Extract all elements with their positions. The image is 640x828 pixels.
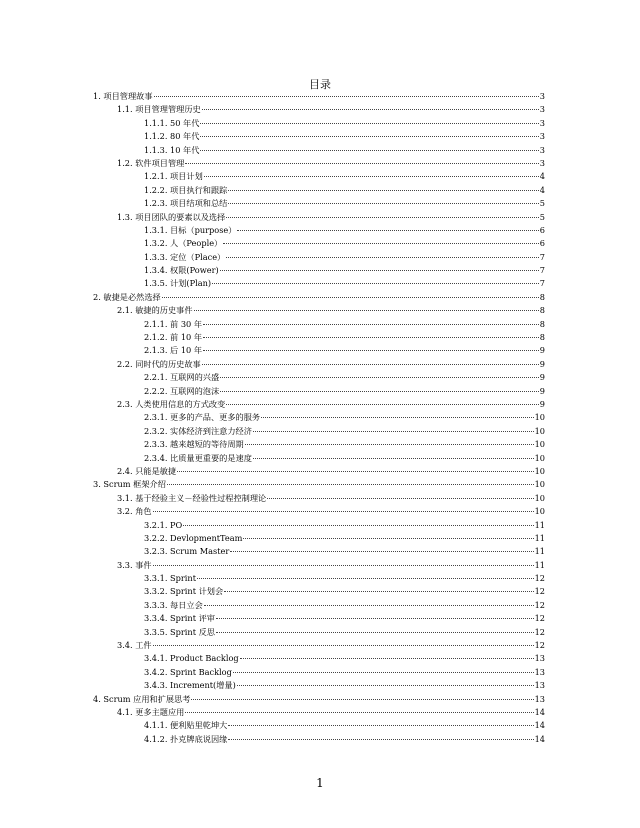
- toc-dot-leader: [267, 498, 533, 499]
- toc-entry-page: 14: [534, 720, 545, 731]
- toc-entry[interactable]: [93, 652, 545, 665]
- toc-entry-page: 10: [534, 452, 545, 463]
- toc-entry-page: 13: [534, 680, 545, 691]
- toc-entry-label: 3.3.5. Sprint 反思: [144, 626, 215, 637]
- toc-entry-label: 2.1.1. 前 30 年: [144, 318, 203, 329]
- toc-entry-page: 9: [539, 398, 545, 409]
- toc-entry[interactable]: [93, 264, 545, 277]
- toc-entry-page: 4: [539, 184, 545, 195]
- toc-dot-leader: [200, 150, 538, 151]
- toc-entry-page: 13: [534, 653, 545, 664]
- toc-entry-page: 10: [534, 506, 545, 517]
- toc-entry-label: 1.3.4. 权限(Power): [144, 265, 219, 276]
- toc-entry[interactable]: [93, 519, 545, 532]
- toc-entry-page: 3: [539, 144, 545, 155]
- toc-entry-label: 1.1.1. 50 年代: [144, 117, 200, 128]
- toc-entry-label: 3.3.1. Sprint: [144, 573, 196, 584]
- toc-dot-leader: [185, 163, 538, 164]
- toc-dot-leader: [228, 725, 533, 726]
- toc-entry-label: 3.4.2. Sprint Backlog: [144, 666, 232, 677]
- toc-dot-leader: [230, 551, 533, 552]
- toc-entry[interactable]: [93, 211, 545, 224]
- toc-entry[interactable]: [93, 666, 545, 679]
- toc-dot-leader: [228, 190, 538, 191]
- toc-entry[interactable]: [93, 545, 545, 558]
- toc-entry-label: 3.4.3. Increment(增量): [144, 680, 236, 691]
- toc-dot-leader: [197, 578, 534, 579]
- toc-entry-page: 6: [539, 238, 545, 249]
- toc-entry-page: 12: [534, 573, 545, 584]
- toc-dot-leader: [191, 699, 533, 700]
- toc-dot-leader: [203, 337, 539, 338]
- toc-entry-page: 14: [534, 706, 545, 717]
- toc-entry-page: 7: [539, 278, 545, 289]
- toc-entry-label: 1.2.1. 项目计划: [144, 171, 203, 182]
- toc-entry[interactable]: [93, 599, 545, 612]
- toc-dot-leader: [167, 484, 534, 485]
- toc-entry-label: 2.4. 只能是敏捷: [117, 465, 177, 476]
- toc-entry[interactable]: [93, 505, 545, 518]
- toc-dot-leader: [226, 404, 538, 405]
- toc-dot-leader: [185, 712, 533, 713]
- page-title: 目录: [309, 78, 331, 91]
- toc-entry-label: 1.3.2. 人（People）: [144, 238, 223, 249]
- toc-entry[interactable]: [93, 344, 545, 357]
- toc-entry-label: 2.3.2. 实体经济到注意力经济: [144, 425, 252, 436]
- toc-entry-page: 10: [534, 479, 545, 490]
- toc-entry-label: 1.3.3. 定位（Place）: [144, 251, 226, 262]
- toc-entry[interactable]: [93, 478, 545, 491]
- toc-dot-leader: [224, 591, 533, 592]
- toc-dot-leader: [153, 645, 534, 646]
- toc-dot-leader: [200, 136, 538, 137]
- toc-entry-label: 3.4. 工件: [117, 640, 152, 651]
- toc-entry-label: 3.1. 基于经验主义－经验性过程控制理论: [117, 492, 267, 503]
- toc-entry-label: 2.3. 人类使用信息的方式改变: [117, 398, 226, 409]
- toc-dot-leader: [202, 109, 539, 110]
- toc-dot-leader: [261, 417, 533, 418]
- toc-entry-page: 13: [534, 666, 545, 677]
- toc-entry[interactable]: [93, 371, 545, 384]
- toc-entry-page: 11: [534, 546, 545, 557]
- toc-dot-leader: [204, 176, 539, 177]
- toc-entry[interactable]: [93, 304, 545, 317]
- toc-dot-leader: [245, 444, 534, 445]
- toc-entry[interactable]: [93, 398, 545, 411]
- toc-entry-page: 11: [534, 519, 545, 530]
- toc-entry-label: 3.2.3. Scrum Master: [144, 546, 230, 557]
- toc-entry[interactable]: [93, 706, 545, 719]
- toc-entry[interactable]: [93, 224, 545, 237]
- toc-entry-label: 3.3.3. 每日立会: [144, 599, 203, 610]
- toc-entry[interactable]: [93, 90, 545, 103]
- toc-entry[interactable]: [93, 572, 545, 585]
- toc-entry[interactable]: [93, 411, 545, 424]
- toc-entry-page: 6: [539, 224, 545, 235]
- toc-entry[interactable]: [93, 733, 545, 746]
- toc-dot-leader: [233, 672, 534, 673]
- toc-entry-page: 13: [534, 693, 545, 704]
- toc-entry-page: 8: [539, 332, 545, 343]
- toc-dot-leader: [243, 538, 533, 539]
- toc-entry-page: 12: [534, 613, 545, 624]
- toc-entry-page: 12: [534, 599, 545, 610]
- toc-entry-label: 3. Scrum 框架介绍: [93, 479, 166, 490]
- toc-entry[interactable]: [93, 385, 545, 398]
- toc-entry-label: 4. Scrum 应用和扩展思考: [93, 693, 191, 704]
- toc-dot-leader: [204, 605, 534, 606]
- toc-entry-page: 5: [539, 198, 545, 209]
- toc-entry[interactable]: [93, 157, 545, 170]
- toc-entry-label: 3.2.2. DevlopmentTeam: [144, 532, 243, 543]
- page-number: 1: [316, 776, 324, 790]
- toc-entry-page: 8: [539, 318, 545, 329]
- toc-entry-label: 3.3.4. Sprint 评审: [144, 613, 215, 624]
- table-of-contents: [93, 90, 545, 746]
- toc-entry-page: 4: [539, 171, 545, 182]
- toc-entry-label: 1.1. 项目管理管理历史: [117, 104, 201, 115]
- toc-dot-leader: [154, 96, 539, 97]
- toc-dot-leader: [240, 658, 534, 659]
- toc-dot-leader: [220, 377, 539, 378]
- toc-entry[interactable]: [93, 612, 545, 625]
- toc-entry-page: 10: [534, 439, 545, 450]
- toc-entry-page: 5: [539, 211, 545, 222]
- toc-entry-page: 9: [539, 345, 545, 356]
- toc-entry-page: 9: [539, 358, 545, 369]
- toc-dot-leader: [226, 257, 539, 258]
- toc-dot-leader: [228, 739, 533, 740]
- toc-entry[interactable]: [93, 291, 545, 304]
- toc-dot-leader: [253, 458, 534, 459]
- toc-entry[interactable]: [93, 251, 545, 264]
- toc-entry-page: 3: [539, 104, 545, 115]
- toc-entry-label: 1.3.5. 计划(Plan): [144, 278, 212, 289]
- toc-entry-page: 3: [539, 91, 545, 101]
- toc-entry[interactable]: [93, 585, 545, 598]
- toc-dot-leader: [237, 230, 538, 231]
- toc-dot-leader: [226, 217, 538, 218]
- toc-dot-leader: [203, 350, 539, 351]
- toc-entry-page: 11: [534, 559, 545, 570]
- toc-entry[interactable]: [93, 639, 545, 652]
- toc-entry[interactable]: [93, 719, 545, 732]
- toc-entry-label: 2.2.2. 互联网的泡沫: [144, 385, 220, 396]
- toc-entry-page: 14: [534, 733, 545, 744]
- toc-entry[interactable]: [93, 331, 545, 344]
- toc-entry-label: 4.1.2. 扑克牌底说因缘: [144, 733, 228, 744]
- toc-dot-leader: [177, 471, 533, 472]
- toc-entry-page: 12: [534, 640, 545, 651]
- toc-entry-page: 7: [539, 265, 545, 276]
- toc-dot-leader: [162, 297, 539, 298]
- toc-dot-leader: [220, 391, 539, 392]
- toc-entry[interactable]: [93, 679, 545, 692]
- toc-dot-leader: [216, 618, 534, 619]
- toc-entry-label: 2.2.1. 互联网的兴盛: [144, 372, 220, 383]
- toc-entry-page: 12: [534, 626, 545, 637]
- toc-entry-page: 10: [534, 492, 545, 503]
- toc-entry-label: 2.1. 敏捷的历史事件: [117, 305, 193, 316]
- toc-entry[interactable]: [93, 452, 545, 465]
- toc-entry-page: 10: [534, 412, 545, 423]
- toc-entry[interactable]: [93, 559, 545, 572]
- toc-entry-label: 1.2.2. 项目执行和跟踪: [144, 184, 228, 195]
- toc-entry-page: 9: [539, 385, 545, 396]
- toc-entry-label: 2.3.4. 比质量更重要的是速度: [144, 452, 252, 463]
- toc-entry-label: 3.2. 角色: [117, 506, 152, 517]
- toc-entry-label: 1.2.3. 项目结项和总结: [144, 198, 228, 209]
- toc-entry-page: 8: [539, 291, 545, 302]
- toc-entry-label: 1.3.1. 目标（purpose）: [144, 224, 237, 235]
- toc-dot-leader: [203, 324, 539, 325]
- toc-dot-leader: [153, 511, 534, 512]
- toc-entry-label: 3.4.1. Product Backlog: [144, 653, 239, 664]
- toc-dot-leader: [228, 203, 538, 204]
- toc-entry-label: 2.3.1. 更多的产品、更多的服务: [144, 412, 261, 423]
- toc-entry[interactable]: [93, 532, 545, 545]
- toc-entry-label: 1.1.3. 10 年代: [144, 144, 200, 155]
- toc-entry[interactable]: [93, 425, 545, 438]
- toc-entry[interactable]: [93, 103, 545, 116]
- toc-entry-label: 1.1.2. 80 年代: [144, 131, 200, 142]
- toc-entry-label: 2.3.3. 越来越短的等待周期: [144, 439, 244, 450]
- toc-entry-label: 4.1. 更多主题应用: [117, 706, 185, 717]
- toc-entry-label: 2.1.3. 后 10 年: [144, 345, 203, 356]
- toc-entry-label: 4.1.1. 便利贴里乾坤大: [144, 720, 228, 731]
- toc-dot-leader: [223, 243, 539, 244]
- toc-dot-leader: [216, 632, 534, 633]
- toc-dot-leader: [183, 525, 533, 526]
- toc-entry-label: 1. 项目管理故事: [93, 91, 153, 101]
- toc-entry-page: 7: [539, 251, 545, 262]
- toc-dot-leader: [212, 283, 539, 284]
- toc-dot-leader: [153, 565, 534, 566]
- toc-dot-leader: [253, 431, 534, 432]
- toc-entry[interactable]: [93, 318, 545, 331]
- toc-entry-page: 12: [534, 586, 545, 597]
- toc-dot-leader: [200, 123, 538, 124]
- toc-entry[interactable]: [93, 170, 545, 183]
- toc-entry-page: 8: [539, 305, 545, 316]
- toc-entry-label: 1.2. 软件项目管理: [117, 157, 185, 168]
- toc-entry-page: 10: [534, 465, 545, 476]
- toc-entry[interactable]: [93, 465, 545, 478]
- toc-entry-label: 2. 敏捷是必然选择: [93, 291, 161, 302]
- toc-entry[interactable]: [93, 693, 545, 706]
- toc-dot-leader: [220, 270, 539, 271]
- toc-entry-page: 3: [539, 131, 545, 142]
- toc-entry-label: 2.1.2. 前 10 年: [144, 332, 203, 343]
- toc-dot-leader: [237, 685, 534, 686]
- toc-entry[interactable]: [93, 144, 545, 157]
- toc-entry[interactable]: [93, 117, 545, 130]
- toc-entry-page: 10: [534, 425, 545, 436]
- toc-entry-page: 3: [539, 117, 545, 128]
- toc-dot-leader: [194, 310, 539, 311]
- toc-entry-label: 3.2.1. PO: [144, 519, 183, 530]
- toc-entry-label: 1.3. 项目团队的要素以及选择: [117, 211, 226, 222]
- toc-dot-leader: [202, 364, 539, 365]
- toc-entry[interactable]: [93, 197, 545, 210]
- toc-entry-label: 3.3. 事件: [117, 559, 152, 570]
- toc-entry-page: 3: [539, 157, 545, 168]
- toc-entry[interactable]: [93, 626, 545, 639]
- toc-entry[interactable]: [93, 492, 545, 505]
- toc-entry[interactable]: [93, 358, 545, 371]
- toc-entry[interactable]: [93, 130, 545, 143]
- toc-entry[interactable]: [93, 438, 545, 451]
- toc-entry-label: 3.3.2. Sprint 计划会: [144, 586, 224, 597]
- toc-entry-label: 2.2. 同时代的历史故事: [117, 358, 201, 369]
- toc-entry[interactable]: [93, 237, 545, 250]
- toc-entry-page: 11: [534, 532, 545, 543]
- toc-entry-page: 9: [539, 372, 545, 383]
- toc-entry[interactable]: [93, 184, 545, 197]
- toc-entry[interactable]: [93, 277, 545, 290]
